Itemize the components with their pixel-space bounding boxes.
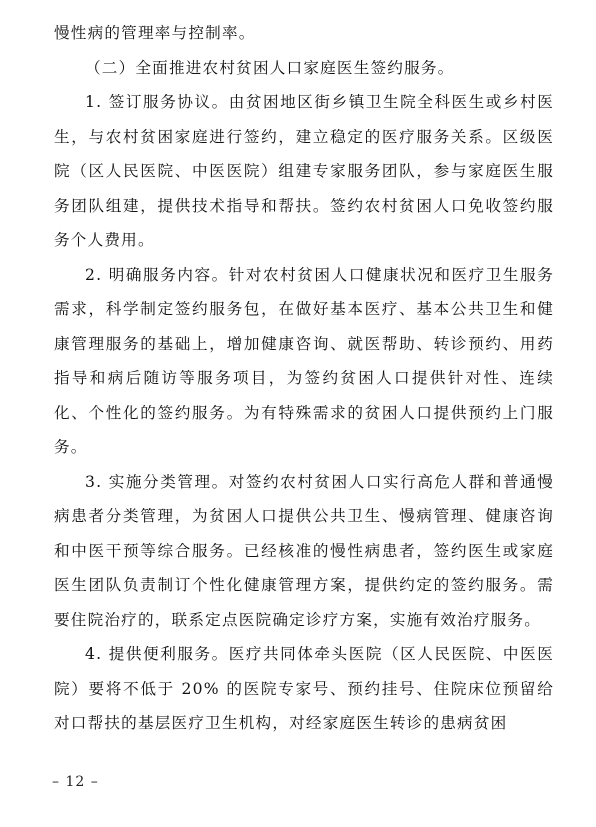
paragraph-service-content: 2. 明确服务内容。针对农村贫困人口健康状况和医疗卫生服务需求，科学制定签约服务包，在做好基本医疗、基本公共卫生和健康管理服务的基础上，增加健康咨询、就医帮助、转诊预约、用药指导和病后随访等服务项目，为签约贫困人口提供针对性、连续化、个性化的签约服务。为有特殊需求的贫困人口提供预约上门服务。 <box>54 265 554 456</box>
page-number: – 12 – <box>52 774 99 790</box>
paragraph-sign-agreement: 1. 签订服务协议。由贫困地区街乡镇卫生院全科医生或乡村医生，与农村贫困家庭进行签约，建立稳定的医疗服务关系。区级医院（区人民医院、中医医院）组建专家服务团队，参与家庭医生服务团队组建，提供技术指导和帮扶。签约农村贫困人口免收签约服务个人费用。 <box>54 93 554 249</box>
paragraph-continuation: 慢性病的管理率与控制率。 <box>54 24 256 42</box>
document-body <box>54 16 554 741</box>
paragraph-classified-management: 3. 实施分类管理。对签约农村贫困人口实行高危人群和普通慢病患者分类管理，为贫困人口提供公共卫生、慢病管理、健康咨询和中医干预等综合服务。已经核准的慢性病患者，签约医生或家庭医生团队负责制订个性化健康管理方案，提供约定的签约服务。需要住院治疗的，联系定点医院确定诊疗方案，实施有效治疗服务。 <box>54 472 554 629</box>
section-heading: （二）全面推进农村贫困人口家庭医生签约服务。 <box>85 58 455 77</box>
paragraph-convenient-service: 4. 提供便利服务。医疗共同体牵头医院（区人民医院、中医医院）要将不低于 20% 的医院专家号、预约挂号、住院床位预留给对口帮扶的基层医疗卫生机构，对经家庭医生转诊的患病贫困 <box>54 645 554 732</box>
